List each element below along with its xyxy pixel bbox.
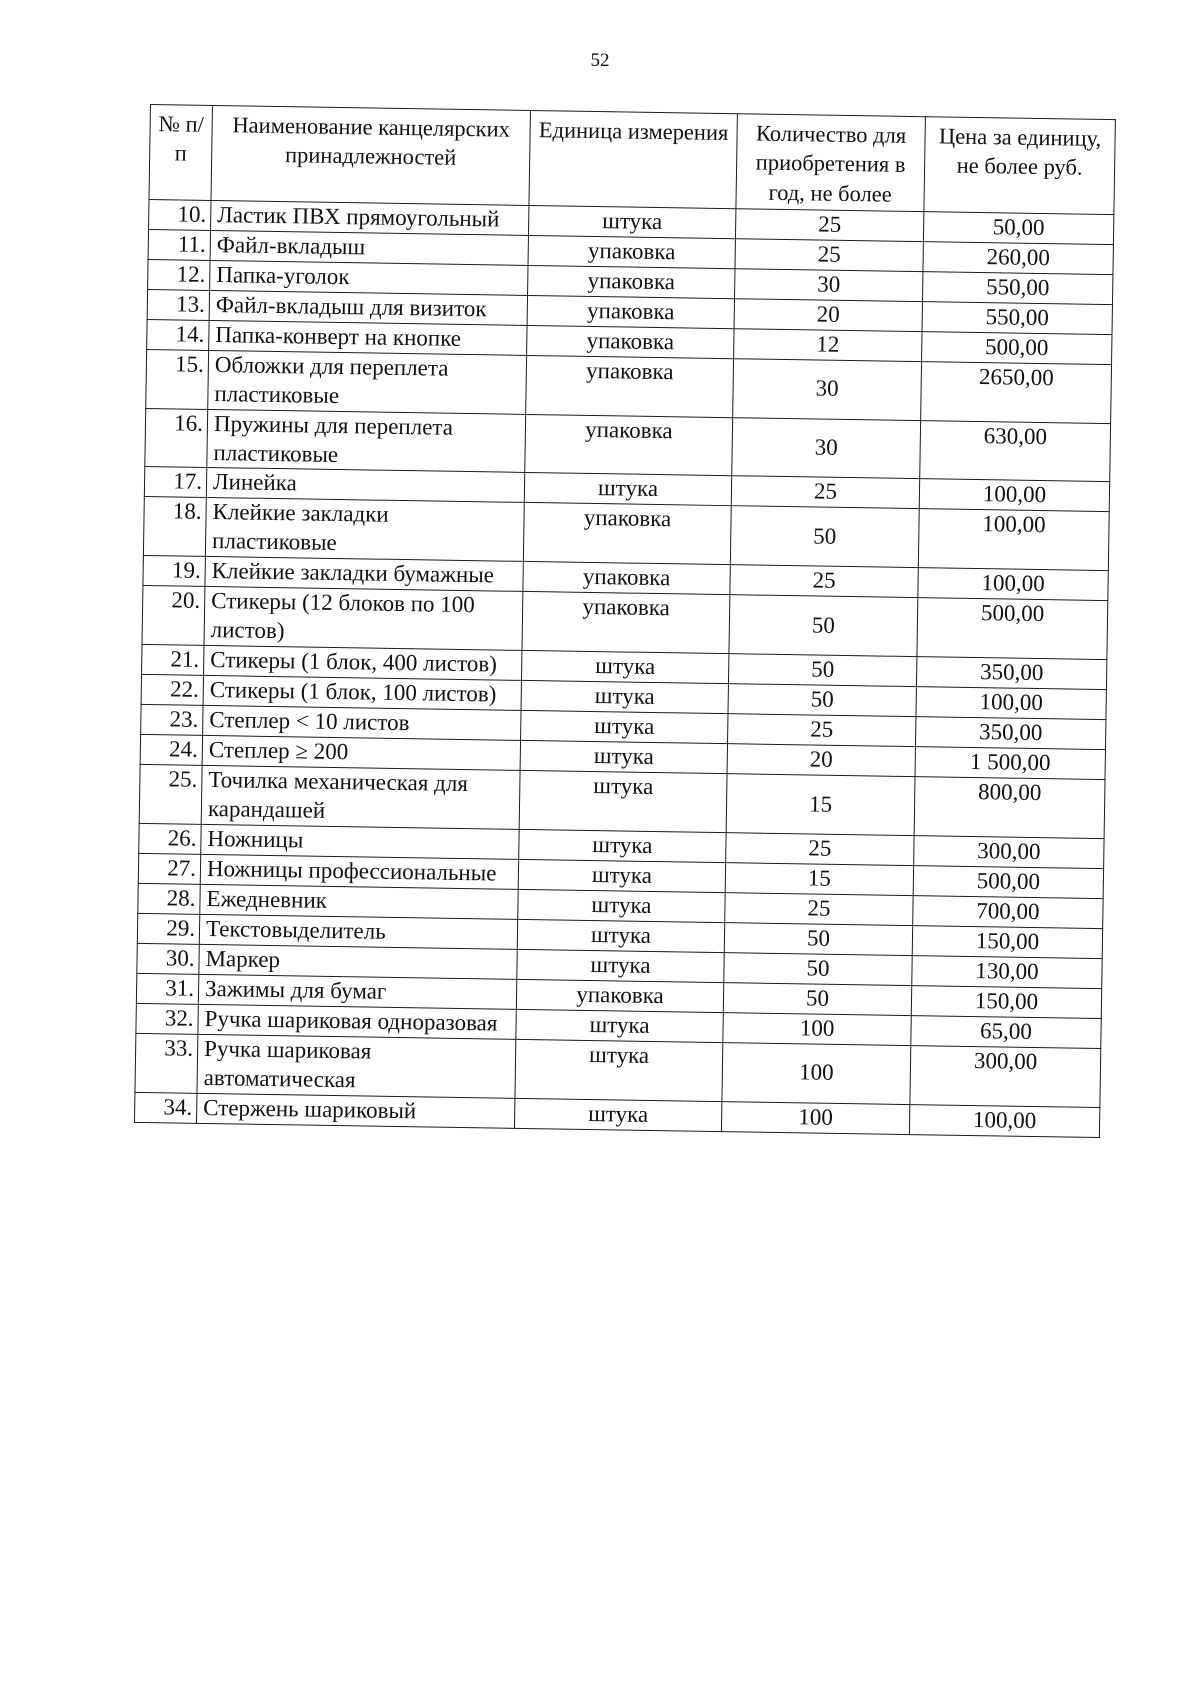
item-name: Пружины для переплета пластиковые [207,409,526,473]
row-number: 20. [142,586,205,646]
item-quantity: 25 [725,893,913,926]
item-name: Ежедневник [200,884,518,919]
item-name: Точилка механическая для карандашей [201,766,520,830]
item-price: 300,00 [914,836,1104,869]
item-unit: штука [514,1098,721,1131]
item-name: Зажимы для бумаг [198,974,516,1009]
item-quantity: 25 [735,238,923,271]
item-name: Ручка шариковая автоматическая [197,1034,516,1098]
item-quantity: 100 [723,1013,911,1046]
item-quantity: 50 [728,654,916,687]
item-unit: штука [518,859,725,892]
row-number: 15. [146,349,209,409]
item-name: Степлер < 10 листов [203,706,521,741]
item-unit: штука [516,1009,723,1042]
item-price: 550,00 [922,271,1112,304]
item-price: 350,00 [916,657,1106,690]
item-quantity: 25 [726,833,914,866]
item-name: Файл-вкладыш [210,230,528,265]
item-quantity: 50 [723,983,911,1016]
row-number: 16. [145,408,208,468]
item-name: Степлер ≥ 200 [202,736,520,771]
item-quantity: 50 [728,684,916,717]
item-price: 150,00 [912,926,1102,959]
header-price: Цена за единицу, не более руб. [924,117,1115,215]
item-unit: штука [528,205,735,238]
row-number: 34. [135,1092,197,1123]
item-name: Маркер [199,944,517,979]
item-name: Стикеры (1 блок, 400 листов) [204,646,522,681]
item-unit: штука [517,919,724,952]
row-number: 12. [148,259,210,290]
stationery-table [134,104,1116,1138]
page-number: 52 [590,50,610,71]
item-price: 630,00 [920,420,1111,482]
item-unit: упаковка [528,235,735,268]
item-name: Ластик ПВХ прямоугольный [211,200,529,235]
row-number: 31. [136,973,198,1004]
row-number: 19. [143,556,205,587]
item-unit: упаковка [522,592,730,654]
item-price: 300,00 [910,1045,1101,1107]
row-number: 29. [137,913,199,944]
header-name: Наименование канцелярских принадлежностей [211,105,530,205]
item-unit: штука [521,711,728,744]
item-name: Клейкие закладки бумажные [205,557,523,592]
item-quantity: 50 [724,923,912,956]
item-unit: упаковка [523,562,730,595]
item-price: 800,00 [914,777,1105,839]
item-quantity: 25 [730,565,918,598]
item-name: Папка-уголок [210,260,528,295]
item-name: Ручка шариковая одноразовая [198,1004,516,1039]
item-price: 100,00 [916,687,1106,720]
row-number: 21. [142,645,204,676]
item-quantity: 100 [722,1042,911,1104]
item-unit: упаковка [527,325,734,358]
item-unit: упаковка [516,979,723,1012]
row-number: 18. [143,497,206,557]
item-name: Обложки для переплета пластиковые [208,350,527,414]
item-price: 100,00 [918,509,1109,571]
item-price: 350,00 [915,717,1105,750]
row-number: 27. [138,853,200,884]
row-number: 22. [141,675,203,706]
item-price: 100,00 [919,479,1109,512]
item-name: Ножницы профессиональные [200,854,518,889]
item-name: Стикеры (12 блоков по 100 листов) [204,587,523,651]
row-number: 26. [139,824,201,855]
item-price: 130,00 [912,956,1102,989]
item-unit: упаковка [528,265,735,298]
header-num: № п/п [149,105,212,201]
item-unit: упаковка [526,355,734,417]
item-unit: штука [519,771,727,833]
item-name: Клейкие закладки пластиковые [205,498,524,562]
table-header-row [149,105,1115,215]
item-name: Линейка [206,468,524,503]
item-quantity: 30 [732,417,921,479]
item-unit: штука [520,741,727,774]
item-price: 100,00 [909,1104,1099,1137]
row-number: 24. [140,735,202,766]
item-unit: штука [518,889,725,922]
row-number: 23. [141,705,203,736]
item-name: Ножницы [201,824,519,859]
item-unit: упаковка [527,295,734,328]
row-number: 32. [136,1003,198,1034]
item-price: 500,00 [922,331,1112,364]
item-quantity: 50 [730,506,919,568]
item-quantity: 12 [734,328,922,361]
item-price: 100,00 [918,568,1108,601]
item-name: Папка-конверт на кнопке [209,320,527,355]
item-unit: штука [521,651,728,684]
item-quantity: 15 [725,863,913,896]
item-price: 500,00 [913,866,1103,899]
row-number: 30. [137,943,199,974]
row-number: 28. [138,883,200,914]
item-unit: штука [515,1039,723,1101]
item-quantity: 25 [731,476,919,509]
item-quantity: 15 [726,774,915,836]
item-quantity: 30 [733,358,922,420]
item-quantity: 30 [735,268,923,301]
item-price: 50,00 [923,211,1113,244]
item-quantity: 20 [727,744,915,777]
row-number: 11. [148,229,210,260]
item-price: 65,00 [911,1015,1101,1048]
row-number: 25. [139,765,202,825]
item-quantity: 25 [728,714,916,747]
item-name: Файл-вкладыш для визиток [209,290,527,325]
item-price: 500,00 [917,598,1108,660]
item-price: 700,00 [913,896,1103,929]
header-unit: Единица измерения [529,110,737,208]
item-price: 2650,00 [921,361,1112,423]
item-unit: упаковка [525,414,733,476]
item-unit: штука [521,681,728,714]
item-price: 260,00 [923,241,1113,274]
header-qty: Количество для приобретения в год, не более [736,114,925,212]
item-unit: упаковка [523,503,731,565]
row-number: 33. [135,1033,198,1093]
row-number: 10. [149,199,211,230]
item-quantity: 25 [735,208,923,241]
row-number: 14. [147,319,209,350]
item-unit: штука [524,473,731,506]
item-quantity: 20 [734,298,922,331]
item-price: 1 500,00 [915,747,1105,780]
item-name: Стикеры (1 блок, 100 листов) [203,676,521,711]
item-name: Текстовыделитель [199,914,517,949]
row-number: 13. [147,289,209,320]
item-price: 550,00 [922,301,1112,334]
stationery-table-wrapper [134,104,1115,1138]
item-unit: штука [517,949,724,982]
item-quantity: 50 [724,953,912,986]
row-number: 17. [144,467,206,498]
item-quantity: 100 [721,1101,909,1134]
item-price: 150,00 [911,986,1101,1019]
item-quantity: 50 [729,595,918,657]
item-name: Стержень шариковый [196,1093,514,1128]
item-unit: штука [519,829,726,862]
table-body [135,199,1114,1137]
